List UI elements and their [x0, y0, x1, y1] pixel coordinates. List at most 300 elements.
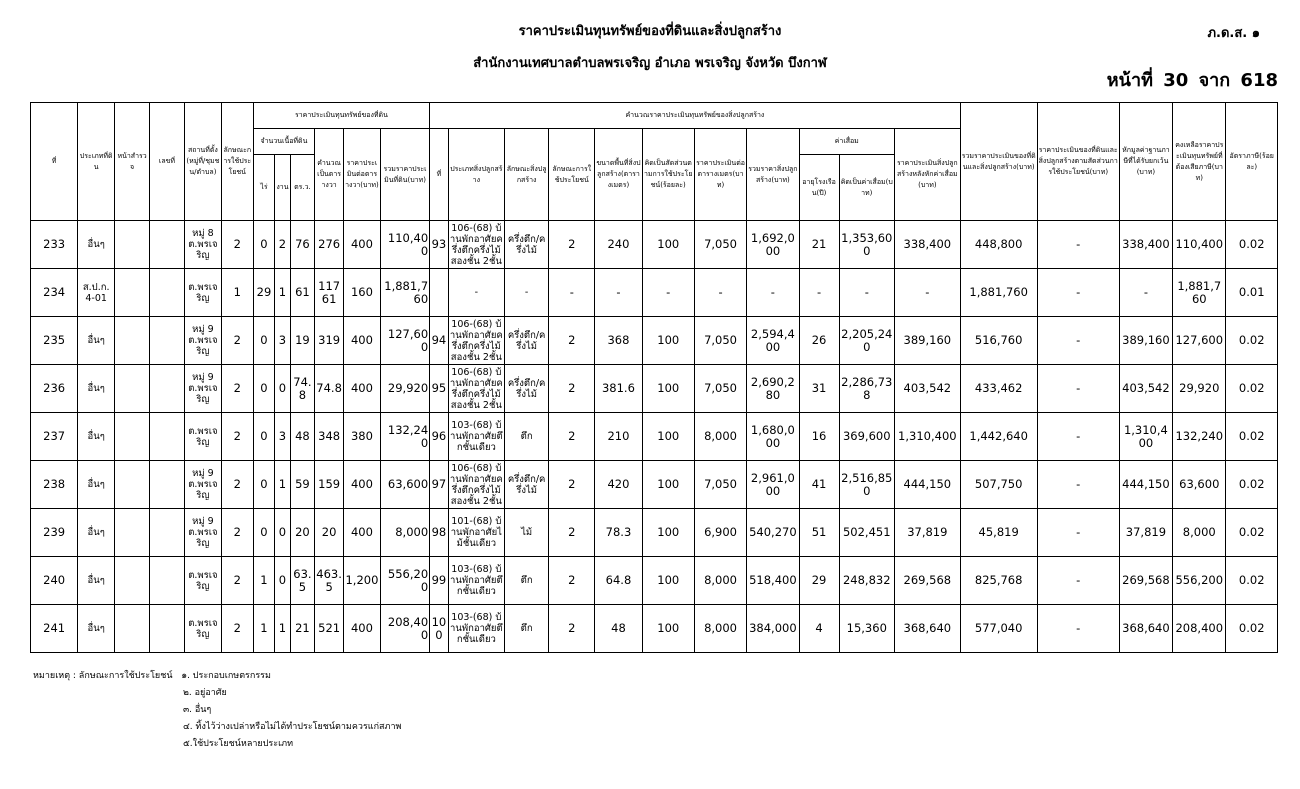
- cell-wa: 61: [290, 269, 315, 317]
- cell-no: 241: [31, 605, 78, 653]
- cell-building-type: 103-(68) บ้านพักอาศัยตึกชั้นเดียว: [448, 557, 504, 605]
- cell-location: ต.พรเจริญ: [184, 413, 221, 461]
- cell-land-total: 63,600: [380, 461, 429, 509]
- col-land-total: รวมราคาประเมินที่ดิน(บาท): [380, 129, 429, 221]
- cell-building-type: 103-(68) บ้านพักอาศัยตึกชั้นเดียว: [448, 605, 504, 653]
- cell-exemption: 269,568: [1119, 557, 1172, 605]
- cell-land-type: อื่นๆ: [78, 605, 115, 653]
- cell-ngan: 0: [275, 509, 290, 557]
- col-age: อายุโรงเรือน(ปี): [799, 155, 839, 221]
- cell-building-percent: 100: [642, 605, 694, 653]
- cell-location: หมู่ 9 ต.พรเจริญ: [184, 461, 221, 509]
- table-row: [31, 317, 1278, 365]
- table-row: [31, 413, 1278, 461]
- cell-building-usage: 2: [549, 413, 595, 461]
- cell-building-percent: 100: [642, 221, 694, 269]
- cell-building-no: 94: [430, 317, 448, 365]
- cell-building-total: 2,594,400: [747, 317, 799, 365]
- col-ngan: งาน: [275, 155, 290, 221]
- cell-price-per-wa: 400: [343, 605, 380, 653]
- col-location: สถานที่ตั้ง(หมู่ที่/ชุมชน/ตำบล): [184, 103, 221, 221]
- cell-no: 238: [31, 461, 78, 509]
- table-row: [31, 509, 1278, 557]
- assessment-table: [30, 102, 1278, 653]
- cell-no: 240: [31, 557, 78, 605]
- cell-rai: 0: [253, 317, 275, 365]
- table-row: [31, 365, 1278, 413]
- cell-portion-value: -: [1037, 221, 1119, 269]
- cell-no: 237: [31, 413, 78, 461]
- cell-ngan: 1: [275, 605, 290, 653]
- table-row: [31, 221, 1278, 269]
- cell-taxable: 556,200: [1173, 557, 1226, 605]
- cell-land-total: 132,240: [380, 413, 429, 461]
- cell-rai: 1: [253, 557, 275, 605]
- cell-sqwa: 159: [315, 461, 344, 509]
- col-usage: ลักษณะการใช้ประโยชน์: [221, 103, 253, 221]
- cell-total-value: 1,881,760: [960, 269, 1037, 317]
- cell-land-total: 1,881,760: [380, 269, 429, 317]
- cell-portion-value: -: [1037, 509, 1119, 557]
- cell-usage: 1: [221, 269, 253, 317]
- cell-building-total: 384,000: [747, 605, 799, 653]
- cell-building-no: 99: [430, 557, 448, 605]
- cell-age: 26: [799, 317, 839, 365]
- cell-no: 235: [31, 317, 78, 365]
- cell-after-depreciation: 1,310,400: [894, 413, 960, 461]
- cell-exemption: 444,150: [1119, 461, 1172, 509]
- col-building-type: ประเภทสิ่งปลูกสร้าง: [448, 129, 504, 221]
- cell-portion-value: -: [1037, 557, 1119, 605]
- cell-age: -: [799, 269, 839, 317]
- table-row: [31, 269, 1278, 317]
- cell-building-percent: 100: [642, 317, 694, 365]
- cell-portion-value: -: [1037, 365, 1119, 413]
- col-portion-value: ราคาประเมินของที่ดินและสิ่งปลูกสร้างตามสัดส่วนการใช้ประโยชน์(บาท): [1037, 103, 1119, 221]
- col-group-land: ราคาประเมินทุนทรัพย์ของที่ดิน: [253, 103, 429, 129]
- cell-location: หมู่ 8 ต.พรเจริญ: [184, 221, 221, 269]
- cell-portion-value: -: [1037, 269, 1119, 317]
- cell-price-per-wa: 160: [343, 269, 380, 317]
- cell-ngan: 0: [275, 557, 290, 605]
- col-building-usage: ลักษณะการใช้ประโยชน์: [549, 129, 595, 221]
- col-sqwa-calc: คำนวณเป็นตารางวา: [315, 129, 344, 221]
- col-taxable: คงเหลือราคาประเมินทุนทรัพย์ที่ต้องเสียภาษี(บาท): [1173, 103, 1226, 221]
- cell-building-kind: ครึ่งตึก/ครึ่งไม้: [505, 221, 549, 269]
- cell-building-type: -: [448, 269, 504, 317]
- cell-total-value: 507,750: [960, 461, 1037, 509]
- cell-building-total: 1,692,000: [747, 221, 799, 269]
- cell-survey-page: [115, 461, 150, 509]
- cell-usage: 2: [221, 221, 253, 269]
- cell-building-usage: 2: [549, 605, 595, 653]
- cell-building-total: 518,400: [747, 557, 799, 605]
- cell-total-value: 433,462: [960, 365, 1037, 413]
- cell-building-type: 106-(68) บ้านพักอาศัยครึ่งตึกครึ่งไม้สองชั้น 2ชั้น: [449, 462, 503, 507]
- cell-building-type: 106-(68) บ้านพักอาศัยครึ่งตึกครึ่งไม้สองชั้น 2ชั้น: [449, 222, 503, 267]
- cell-survey-page: [115, 317, 150, 365]
- cell-survey-page: [115, 221, 150, 269]
- cell-age: 21: [799, 221, 839, 269]
- cell-exemption: 403,542: [1119, 365, 1172, 413]
- cell-tax-rate: 0.02: [1226, 605, 1278, 653]
- cell-portion-value: -: [1037, 605, 1119, 653]
- cell-wa: 20: [290, 509, 315, 557]
- cell-building-no: [430, 269, 448, 317]
- cell-land-total: 8,000: [380, 509, 429, 557]
- office-name: สำนักงานเทศบาลตำบลพรเจริญ อำเภอ พรเจริญ จังหวัด บึงกาฬ: [473, 56, 827, 71]
- cell-usage: 2: [221, 461, 253, 509]
- cell-ngan: 2: [275, 221, 290, 269]
- cell-building-total: -: [747, 269, 799, 317]
- cell-age: 4: [799, 605, 839, 653]
- cell-price-per-wa: 400: [343, 365, 380, 413]
- cell-age: 41: [799, 461, 839, 509]
- cell-sqwa: 276: [315, 221, 344, 269]
- cell-after-depreciation: 403,542: [894, 365, 960, 413]
- cell-land-type: อื่นๆ: [78, 509, 115, 557]
- cell-sqwa: 11761: [315, 269, 344, 317]
- cell-rai: 0: [253, 365, 275, 413]
- cell-rai: 0: [253, 461, 275, 509]
- cell-building-price: 7,050: [694, 365, 746, 413]
- cell-depreciation: 2,205,240: [839, 317, 894, 365]
- cell-building-percent: 100: [642, 365, 694, 413]
- cell-number: [150, 509, 185, 557]
- cell-no: 234: [31, 269, 78, 317]
- cell-building-size: -: [595, 269, 642, 317]
- cell-taxable: 132,240: [1173, 413, 1226, 461]
- cell-land-total: 29,920: [380, 365, 429, 413]
- cell-wa: 21: [290, 605, 315, 653]
- cell-building-size: 64.8: [595, 557, 642, 605]
- cell-depreciation: 2,516,850: [839, 461, 894, 509]
- cell-building-kind: ครึ่งตึก/ครึ่งไม้: [505, 365, 549, 413]
- cell-building-usage: 2: [549, 461, 595, 509]
- col-survey-page: หน้าสำรวจ: [115, 103, 150, 221]
- cell-building-kind: ครึ่งตึก/ครึ่งไม้: [505, 317, 549, 365]
- cell-building-percent: 100: [642, 509, 694, 557]
- page-of-label: จาก: [1198, 70, 1231, 91]
- cell-ngan: 1: [275, 269, 290, 317]
- cell-no: 236: [31, 365, 78, 413]
- col-building-kind: ลักษณะสิ่งปลูกสร้าง: [505, 129, 549, 221]
- cell-location: ต.พรเจริญ: [184, 557, 221, 605]
- cell-taxable: 29,920: [1173, 365, 1226, 413]
- col-tax-rate: อัตราภาษี(ร้อยละ): [1226, 103, 1278, 221]
- cell-usage: 2: [221, 557, 253, 605]
- cell-age: 29: [799, 557, 839, 605]
- col-rai: ไร่: [253, 155, 275, 221]
- cell-land-type: อื่นๆ: [78, 221, 115, 269]
- cell-building-price: 7,050: [694, 461, 746, 509]
- cell-depreciation: 2,286,738: [839, 365, 894, 413]
- page-label: หน้าที่: [1106, 70, 1153, 91]
- cell-building-type: 106-(68) บ้านพักอาศัยครึ่งตึกครึ่งไม้สองชั้น 2ชั้น: [449, 366, 503, 411]
- cell-taxable: 110,400: [1173, 221, 1226, 269]
- cell-building-kind: ตึก: [505, 413, 549, 461]
- cell-building-no: 93: [430, 221, 448, 269]
- cell-tax-rate: 0.02: [1226, 509, 1278, 557]
- cell-price-per-wa: 400: [343, 221, 380, 269]
- col-group-area: จำนวนเนื้อที่ดิน: [253, 129, 315, 155]
- cell-sqwa: 20: [315, 509, 344, 557]
- cell-usage: 2: [221, 413, 253, 461]
- cell-building-no: 100: [430, 605, 448, 653]
- cell-number: [150, 221, 185, 269]
- cell-survey-page: [115, 413, 150, 461]
- cell-building-total: 540,270: [747, 509, 799, 557]
- cell-total-value: 577,040: [960, 605, 1037, 653]
- cell-portion-value: -: [1037, 461, 1119, 509]
- cell-exemption: 368,640: [1119, 605, 1172, 653]
- cell-wa: 59: [290, 461, 315, 509]
- col-building-percent: คิดเป็นสัดส่วนตามการใช้ประโยชน์(ร้อยละ): [642, 129, 694, 221]
- cell-building-price: 7,050: [694, 221, 746, 269]
- cell-total-value: 448,800: [960, 221, 1037, 269]
- cell-location: ต.พรเจริญ: [184, 269, 221, 317]
- col-group-building: คำนวณราคาประเมินทุนทรัพย์ของสิ่งปลูกสร้าง: [430, 103, 961, 129]
- cell-building-usage: 2: [549, 221, 595, 269]
- cell-building-total: 2,690,280: [747, 365, 799, 413]
- cell-building-kind: ไม้: [505, 509, 549, 557]
- cell-after-depreciation: -: [894, 269, 960, 317]
- cell-location: หมู่ 9 ต.พรเจริญ: [184, 365, 221, 413]
- cell-building-usage: 2: [549, 557, 595, 605]
- cell-taxable: 127,600: [1173, 317, 1226, 365]
- cell-location: ต.พรเจริญ: [184, 605, 221, 653]
- cell-exemption: -: [1119, 269, 1172, 317]
- cell-after-depreciation: 389,160: [894, 317, 960, 365]
- cell-sqwa: 521: [315, 605, 344, 653]
- cell-rai: 0: [253, 413, 275, 461]
- cell-no: 233: [31, 221, 78, 269]
- note-item: ๔. ทิ้งไว้ว่างเปล่าหรือไม่ได้ทำประโยชน์ตามควรแก่สภาพ: [183, 722, 402, 732]
- cell-building-percent: -: [642, 269, 694, 317]
- cell-building-kind: ตึก: [505, 605, 549, 653]
- cell-location: หมู่ 9 ต.พรเจริญ: [184, 509, 221, 557]
- cell-wa: 74.8: [290, 365, 315, 413]
- cell-building-percent: 100: [642, 557, 694, 605]
- col-no: ที่: [31, 103, 78, 221]
- cell-survey-page: [115, 557, 150, 605]
- cell-depreciation: -: [839, 269, 894, 317]
- cell-taxable: 63,600: [1173, 461, 1226, 509]
- cell-price-per-wa: 400: [343, 509, 380, 557]
- cell-age: 51: [799, 509, 839, 557]
- cell-taxable: 208,400: [1173, 605, 1226, 653]
- cell-building-percent: 100: [642, 461, 694, 509]
- cell-building-size: 420: [595, 461, 642, 509]
- cell-taxable: 8,000: [1173, 509, 1226, 557]
- cell-exemption: 338,400: [1119, 221, 1172, 269]
- cell-building-kind: ครึ่งตึก/ครึ่งไม้: [505, 461, 549, 509]
- cell-tax-rate: 0.02: [1226, 365, 1278, 413]
- col-building-total: รวมราคาสิ่งปลูกสร้าง(บาท): [747, 129, 799, 221]
- cell-depreciation: 1,353,600: [839, 221, 894, 269]
- cell-after-depreciation: 269,568: [894, 557, 960, 605]
- cell-building-usage: 2: [549, 317, 595, 365]
- cell-number: [150, 365, 185, 413]
- cell-number: [150, 269, 185, 317]
- cell-location: หมู่ 9 ต.พรเจริญ: [184, 317, 221, 365]
- cell-number: [150, 557, 185, 605]
- cell-exemption: 389,160: [1119, 317, 1172, 365]
- cell-tax-rate: 0.02: [1226, 221, 1278, 269]
- note-item: ๕.ใช้ประโยชน์หลายประเภท: [183, 739, 294, 749]
- cell-building-no: 98: [430, 509, 448, 557]
- page-current: 30: [1163, 70, 1189, 91]
- cell-tax-rate: 0.02: [1226, 557, 1278, 605]
- cell-tax-rate: 0.02: [1226, 461, 1278, 509]
- cell-number: [150, 605, 185, 653]
- table-row: [31, 605, 1278, 653]
- cell-land-type: ส.ป.ก. 4-01: [78, 269, 115, 317]
- document-title: ราคาประเมินทุนทรัพย์ของที่ดินและสิ่งปลูกสร้าง: [518, 24, 782, 39]
- cell-rai: 0: [253, 221, 275, 269]
- cell-total-value: 825,768: [960, 557, 1037, 605]
- page-total: 618: [1240, 70, 1278, 91]
- cell-tax-rate: 0.02: [1226, 317, 1278, 365]
- cell-taxable: 1,881,760: [1173, 269, 1226, 317]
- cell-sqwa: 74.8: [315, 365, 344, 413]
- cell-number: [150, 317, 185, 365]
- cell-building-size: 210: [595, 413, 642, 461]
- note-item: ๑. ประกอบเกษตรกรรม: [181, 671, 271, 681]
- cell-building-percent: 100: [642, 413, 694, 461]
- col-after-depreciation: ราคาประเมินสิ่งปลูกสร้างหลังหักค่าเสื่อม(บาท): [894, 129, 960, 221]
- cell-building-kind: ตึก: [505, 557, 549, 605]
- col-price-per-wa: ราคาประเมินต่อตารางวา(บาท): [343, 129, 380, 221]
- cell-sqwa: 319: [315, 317, 344, 365]
- cell-building-usage: 2: [549, 509, 595, 557]
- cell-usage: 2: [221, 317, 253, 365]
- note-item: ๒. อยู่อาศัย: [183, 688, 227, 698]
- cell-usage: 2: [221, 365, 253, 413]
- col-wa: ตร.ว.: [290, 155, 315, 221]
- cell-building-no: 97: [430, 461, 448, 509]
- cell-after-depreciation: 338,400: [894, 221, 960, 269]
- cell-no: 239: [31, 509, 78, 557]
- cell-building-size: 381.6: [595, 365, 642, 413]
- cell-building-no: 96: [430, 413, 448, 461]
- cell-land-type: อื่นๆ: [78, 317, 115, 365]
- cell-usage: 2: [221, 605, 253, 653]
- cell-price-per-wa: 1,200: [343, 557, 380, 605]
- cell-depreciation: 369,600: [839, 413, 894, 461]
- col-group-depreciation: ค่าเสื่อม: [799, 129, 894, 155]
- cell-age: 16: [799, 413, 839, 461]
- col-depreciation: คิดเป็นค่าเสื่อม(บาท): [839, 155, 894, 221]
- cell-exemption: 37,819: [1119, 509, 1172, 557]
- cell-building-type: 101-(68) บ้านพักอาศัยไม้ชั้นเดียว: [448, 509, 504, 557]
- cell-building-kind: -: [505, 269, 549, 317]
- cell-number: [150, 461, 185, 509]
- cell-building-size: 48: [595, 605, 642, 653]
- cell-building-usage: -: [549, 269, 595, 317]
- cell-rai: 0: [253, 509, 275, 557]
- table-row: [31, 557, 1278, 605]
- cell-land-total: 110,400: [380, 221, 429, 269]
- cell-survey-page: [115, 365, 150, 413]
- col-exemption: หักมูลค่าฐานภาษีที่ได้รับยกเว้น(บาท): [1119, 103, 1172, 221]
- cell-sqwa: 348: [315, 413, 344, 461]
- form-code: ภ.ด.ส. ๑: [1207, 26, 1260, 41]
- cell-exemption: 1,310,400: [1119, 413, 1172, 461]
- cell-wa: 63.5: [290, 557, 315, 605]
- cell-building-size: 78.3: [595, 509, 642, 557]
- table-row: [31, 461, 1278, 509]
- cell-number: [150, 413, 185, 461]
- cell-depreciation: 15,360: [839, 605, 894, 653]
- cell-land-type: อื่นๆ: [78, 413, 115, 461]
- cell-after-depreciation: 368,640: [894, 605, 960, 653]
- cell-portion-value: -: [1037, 413, 1119, 461]
- cell-building-total: 2,961,000: [747, 461, 799, 509]
- cell-building-price: -: [694, 269, 746, 317]
- cell-sqwa: 463.5: [315, 557, 344, 605]
- cell-after-depreciation: 444,150: [894, 461, 960, 509]
- cell-land-total: 208,400: [380, 605, 429, 653]
- cell-building-price: 8,000: [694, 413, 746, 461]
- notes: [33, 668, 401, 753]
- cell-ngan: 1: [275, 461, 290, 509]
- cell-total-value: 516,760: [960, 317, 1037, 365]
- cell-survey-page: [115, 509, 150, 557]
- cell-building-type: 106-(68) บ้านพักอาศัยครึ่งตึกครึ่งไม้สองชั้น 2ชั้น: [449, 318, 503, 363]
- col-land-type: ประเภทที่ดิน: [78, 103, 115, 221]
- cell-building-size: 240: [595, 221, 642, 269]
- cell-total-value: 1,442,640: [960, 413, 1037, 461]
- cell-land-total: 127,600: [380, 317, 429, 365]
- cell-depreciation: 248,832: [839, 557, 894, 605]
- cell-land-type: อื่นๆ: [78, 557, 115, 605]
- cell-building-type: 103-(68) บ้านพักอาศัยตึกชั้นเดียว: [448, 413, 504, 461]
- cell-survey-page: [115, 269, 150, 317]
- cell-after-depreciation: 37,819: [894, 509, 960, 557]
- cell-price-per-wa: 400: [343, 317, 380, 365]
- cell-portion-value: -: [1037, 317, 1119, 365]
- cell-price-per-wa: 380: [343, 413, 380, 461]
- page-number: [1103, 65, 1278, 94]
- cell-rai: 29: [253, 269, 275, 317]
- cell-age: 31: [799, 365, 839, 413]
- cell-building-price: 6,900: [694, 509, 746, 557]
- cell-building-price: 8,000: [694, 605, 746, 653]
- cell-tax-rate: 0.01: [1226, 269, 1278, 317]
- cell-building-price: 7,050: [694, 317, 746, 365]
- cell-tax-rate: 0.02: [1226, 413, 1278, 461]
- cell-building-usage: 2: [549, 365, 595, 413]
- cell-price-per-wa: 400: [343, 461, 380, 509]
- note-item: ๓. อื่นๆ: [183, 705, 212, 715]
- cell-building-no: 95: [430, 365, 448, 413]
- cell-wa: 76: [290, 221, 315, 269]
- cell-building-size: 368: [595, 317, 642, 365]
- cell-ngan: 3: [275, 317, 290, 365]
- cell-ngan: 0: [275, 365, 290, 413]
- cell-usage: 2: [221, 509, 253, 557]
- cell-total-value: 45,819: [960, 509, 1037, 557]
- cell-building-total: 1,680,000: [747, 413, 799, 461]
- cell-depreciation: 502,451: [839, 509, 894, 557]
- cell-rai: 1: [253, 605, 275, 653]
- col-building-no: ที่: [430, 129, 448, 221]
- cell-wa: 19: [290, 317, 315, 365]
- col-building-price-m2: ราคาประเมินต่อตารางเมตร(บาท): [694, 129, 746, 221]
- col-number: เลขที่: [150, 103, 185, 221]
- col-building-size: ขนาดพื้นที่สิ่งปลูกสร้าง(ตารางเมตร): [595, 129, 642, 221]
